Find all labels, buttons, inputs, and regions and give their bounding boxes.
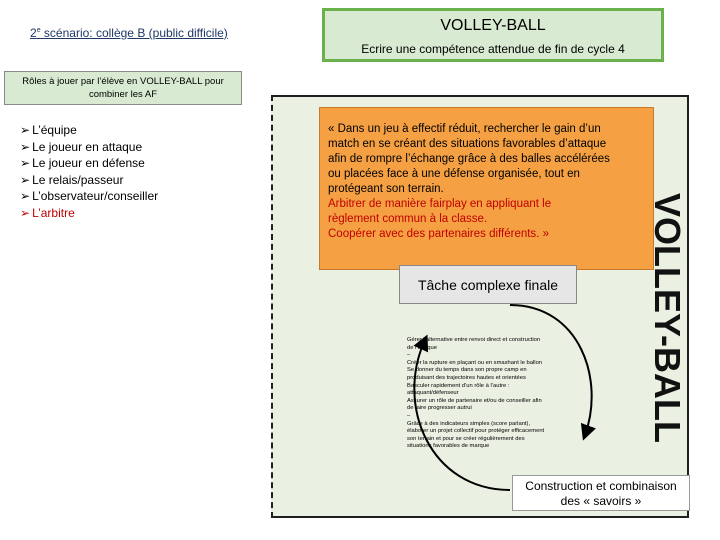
scenario-title: 2e scénario: collège B (public difficile) [30,26,228,40]
vertical-volley-title [642,168,692,468]
skills-list [407,337,587,451]
competence-line: match en se créant des situations favorables d’attaque [328,138,607,150]
skill-line: produisant des trajectoires hautes et orientées [407,374,526,381]
tache-complexe-box: Tâche complexe finale [399,265,577,304]
role-item: ➢ L’observateur/conseiller [20,188,158,205]
volley-subtitle: Ecrire une compétence attendue de fin de cycle 4 [361,42,625,56]
skill-line: Gérer l’alternative entre renvoi direct et construction [407,337,541,343]
roles-heading-box [4,71,242,105]
skill-line: de faire progresser autrui [407,405,472,412]
roles-heading-line2: combiner les AF [88,89,158,100]
competence-line-red: Arbitrer de manière fairplay en appliquant le [328,198,552,210]
skill-line: son terrain et pour se créer régulièrement des [407,435,525,442]
vertical-volley-text: VOLLEY-BALL [647,193,688,443]
skill-line: Créer la rupture en plaçant ou en smashant le ballon [407,359,543,366]
competence-line: ou placées face à une défense organisée, tout en [328,168,580,180]
roles-list [20,122,158,221]
competence-line: protégeant son terrain. [328,183,444,195]
skill-line: situations favorables de marque [407,443,490,450]
volley-title: VOLLEY-BALL [440,17,546,34]
skill-line: de l’attaque [407,344,437,351]
skill-line: attaquant/défenseur [407,390,459,397]
role-item: ➢ Le relais/passeur [20,172,158,189]
competence-line: afin de rompre l’échange grâce à des balles accélérées [328,153,610,165]
skill-line: – [407,352,411,359]
skill-line: élaborer un projet collectif pour protéger efficacement [407,428,545,435]
role-item: ➢ Le joueur en défense [20,155,158,172]
competence-box [319,107,654,270]
skill-line: Se donner du temps dans son propre camp en [407,367,527,374]
competence-line-red: Coopérer avec des partenaires différents. » [328,228,549,240]
construction-line2: des « savoirs » [560,494,642,508]
skill-line: Assurer un rôle de partenaire et/ou de conseiller afin [407,397,542,404]
role-item-referee: ➢ L’arbitre [20,205,158,222]
skill-line: Basculer rapidement d’un rôle à l’autre : [407,382,510,389]
construction-box [512,475,690,511]
construction-line1: Construction et combinaison [525,479,677,493]
skill-line: Grâce à des indicateurs simples (score parlant), [407,420,531,427]
competence-line-red: règlement commun à la classe. [328,213,488,225]
role-item: ➢ Le joueur en attaque [20,139,158,156]
roles-heading-line1: Rôles à jouer par l’élève en VOLLEY-BALL pour [22,76,224,87]
volley-header-box [322,8,664,62]
role-item: ➢ L’équipe [20,122,158,139]
skill-line: – [407,412,411,419]
competence-line: « Dans un jeu à effectif réduit, rechercher le gain d’un [328,123,601,135]
